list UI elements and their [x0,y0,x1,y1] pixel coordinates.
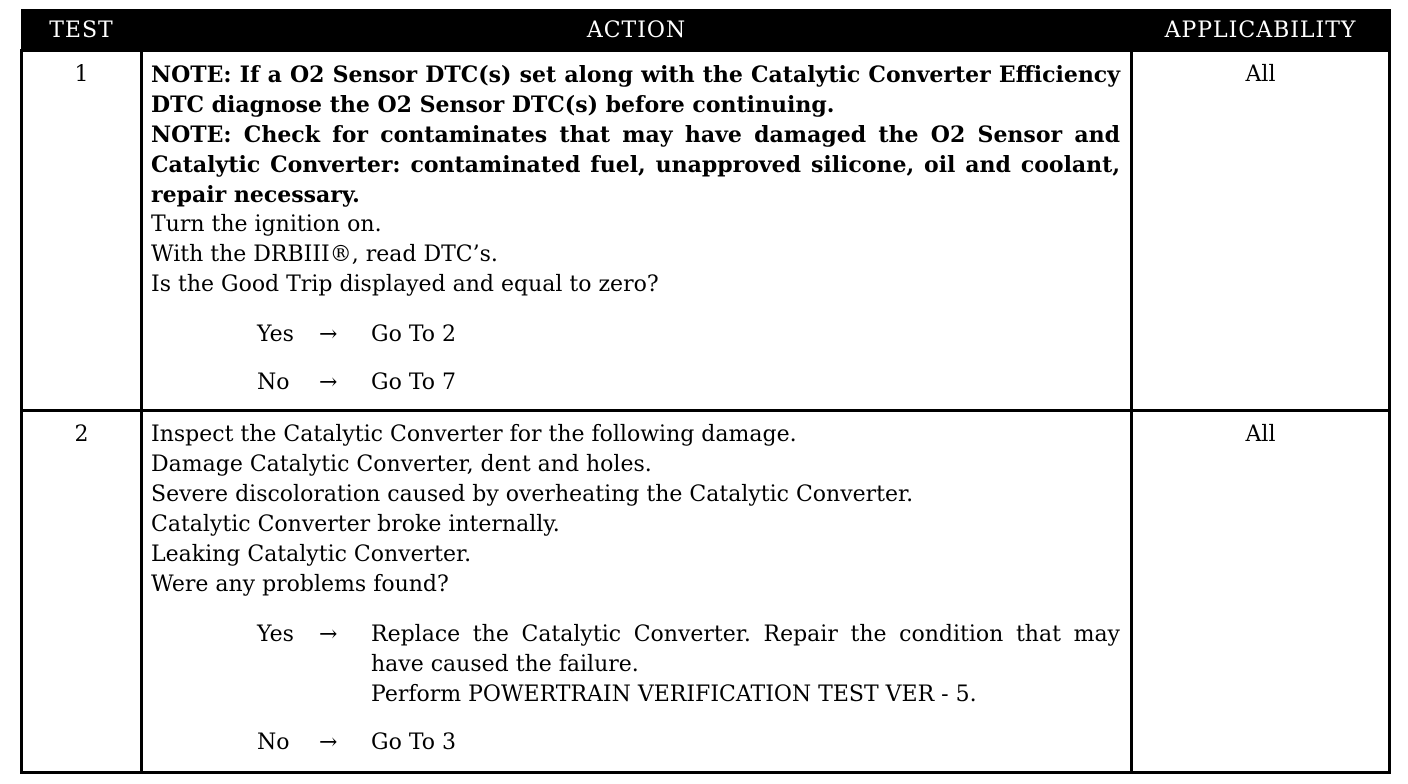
result-line: Perform POWERTRAIN VERIFICATION TEST VER - 5. [371,682,977,707]
header-action: ACTION [142,10,1132,51]
step-text: Severe discoloration caused by overheating the Catalytic Converter. [151,482,914,507]
answer-yes [257,620,1120,710]
header-applicability: APPLICABILITY [1132,10,1390,51]
header-row [22,10,1390,51]
result-line: have caused the failure. [371,652,639,677]
table-row-test-2 [22,411,1390,773]
step-text: Turn the ignition on. [151,212,382,237]
answer-label: No [257,370,290,395]
arrow-icon: → [319,730,338,755]
answer-no [257,368,1120,398]
step-text: Damage Catalytic Converter, dent and holes. [151,452,652,477]
step-text: Is the Good Trip displayed and equal to zero? [151,272,659,297]
test-number: 2 [22,411,142,773]
step-text: With the DRBIII®, read DTC’s. [151,242,498,267]
arrow-icon: → [319,622,338,647]
step-text: Leaking Catalytic Converter. [151,542,472,567]
answer-label: No [257,730,290,755]
header-test: TEST [22,10,142,51]
action-cell [142,411,1132,773]
arrow-icon: → [319,370,338,395]
applicability-value: All [1132,411,1390,773]
result-line: Go To 7 [371,370,457,395]
result-line: Go To 2 [371,322,457,347]
note-text: NOTE: Check for contaminates that may have damaged the O2 Sensor and Catalytic Converter: contaminated fuel, unapproved silicone, oil and coolant, repair necessary. [151,122,1120,208]
answer-label: Yes [257,622,294,647]
answer-result [371,368,1120,398]
step-text: Were any problems found? [151,572,449,597]
result-line: Replace the Catalytic Converter. Repair the condition that may [371,622,1120,647]
test-number: 1 [22,51,142,411]
arrow-icon: → [319,322,338,347]
answer-result [371,320,1120,350]
diagnostic-test-table [20,9,1391,774]
step-text: Catalytic Converter broke internally. [151,512,560,537]
action-cell [142,51,1132,411]
answer-label: Yes [257,322,294,347]
table-row-test-1 [22,51,1390,411]
applicability-value: All [1132,51,1390,411]
answer-result [371,728,1120,758]
result-line: Go To 3 [371,730,457,755]
step-text: Inspect the Catalytic Converter for the following damage. [151,422,797,447]
answer-yes [257,320,1120,350]
answer-no [257,728,1120,758]
note-text: NOTE: If a O2 Sensor DTC(s) set along with the Catalytic Converter Efficiency DTC diagnose the O2 Sensor DTC(s) before continuing. [151,62,1120,118]
answer-result [371,620,1120,710]
